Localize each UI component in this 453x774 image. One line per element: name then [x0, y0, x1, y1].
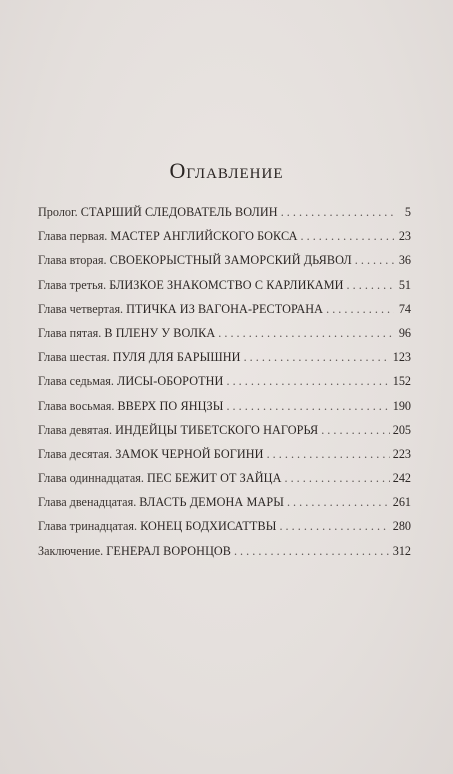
toc-entry-text: [38, 374, 223, 389]
toc-entry: [38, 471, 411, 495]
toc-entry-page: 74: [398, 301, 411, 316]
toc-leader-dots: [287, 495, 390, 510]
toc-entry-label: Глава девятая.: [38, 422, 113, 437]
toc-entry: [38, 326, 411, 350]
toc-entry-text: [38, 447, 264, 462]
toc-entry-label: Глава четвертая.: [38, 301, 124, 316]
toc-entry-page: 51: [398, 277, 411, 292]
toc-leader-dots: [218, 326, 394, 341]
toc-entry: [38, 519, 411, 543]
toc-entry-page: 5: [404, 205, 411, 219]
toc-entry: [38, 205, 411, 229]
toc-entry: [38, 302, 411, 326]
toc-entry-text: [38, 229, 298, 244]
toc-entry-page: 205: [392, 422, 411, 437]
toc-entry-text: [38, 205, 278, 220]
toc-entry-label: Глава тринадцатая.: [38, 519, 138, 534]
toc-entry-label: Глава седьмая.: [38, 374, 114, 389]
toc-entry-page: 96: [398, 325, 411, 340]
toc-entry-label: Пролог.: [38, 205, 78, 219]
toc-entry-page: 23: [398, 229, 411, 244]
toc-entry-text: [38, 544, 231, 559]
toc-entry: [38, 399, 411, 423]
toc-entry-title: МАСТЕР АНГЛИЙСКОГО БОКСА: [110, 229, 298, 244]
toc-entry-label: Глава вторая.: [38, 253, 107, 268]
toc-leader-dots: [234, 544, 390, 559]
toc-entry: [38, 350, 411, 374]
toc-entry-label: Глава шестая.: [38, 350, 110, 365]
toc-entry: [38, 495, 411, 519]
toc-entry-title: ИНДЕЙЦЫ ТИБЕТСКОГО НАГОРЬЯ: [115, 422, 319, 437]
page-title: Оглавление: [169, 158, 284, 183]
toc-leader-dots: [279, 519, 389, 534]
toc-leader-dots: [321, 423, 390, 438]
toc-leader-dots: [355, 253, 394, 268]
toc-entry-page: 261: [392, 495, 411, 510]
toc-entry-title: ВВЕРХ ПО ЯНЦЗЫ: [117, 398, 224, 413]
toc-entry-text: [38, 399, 223, 414]
toc-entry-text: [38, 471, 281, 486]
toc-leader-dots: [267, 447, 390, 462]
toc-entry-title: ЗАМОК ЧЕРНОЙ БОГИНИ: [115, 446, 264, 461]
toc-leader-dots: [226, 374, 389, 389]
toc-leader-dots: [301, 229, 395, 244]
toc-entry-text: [38, 423, 318, 438]
toc-entry-title: СТАРШИЙ СЛЕДОВАТЕЛЬ ВОЛИН: [80, 205, 278, 219]
toc-entry-text: [38, 495, 284, 510]
toc-entry: [38, 447, 411, 471]
toc-entry-page: 223: [392, 446, 411, 461]
toc-entry: [38, 253, 411, 277]
toc-entry-label: Глава десятая.: [38, 446, 113, 461]
toc-entry-title: БЛИЗКОЕ ЗНАКОМСТВО С КАРЛИКАМИ: [109, 277, 344, 292]
toc-entry-page: 280: [392, 519, 411, 534]
toc-leader-dots: [226, 399, 389, 414]
toc-entry-text: [38, 326, 215, 341]
toc-entry-text: [38, 519, 276, 534]
toc-entry-title: КОНЕЦ БОДХИСАТТВЫ: [140, 519, 277, 534]
toc-leader-dots: [347, 278, 394, 293]
toc-entry-title: В ПЛЕНУ У ВОЛКА: [104, 325, 216, 340]
toc-entry-title: ГЕНЕРАЛ ВОРОНЦОВ: [106, 543, 231, 558]
toc-entry-text: [38, 278, 344, 293]
toc-entry-label: Глава восьмая.: [38, 398, 115, 413]
toc-entry-page: 242: [392, 471, 411, 486]
toc-leader-dots: [281, 205, 394, 220]
toc-entry-label: Глава пятая.: [38, 325, 102, 340]
table-of-contents: [38, 205, 411, 568]
toc-entry: [38, 374, 411, 398]
toc-entry-title: ПТИЧКА ИЗ ВАГОНА-РЕСТОРАНА: [126, 301, 324, 316]
toc-entry-page: 312: [392, 543, 411, 558]
toc-entry-text: [38, 350, 241, 365]
toc-entry: [38, 229, 411, 253]
toc-leader-dots: [284, 471, 389, 486]
toc-entry-label: Глава третья.: [38, 277, 107, 292]
toc-entry-title: СВОЕКОРЫСТНЫЙ ЗАМОРСКИЙ ДЬЯВОЛ: [109, 253, 352, 268]
toc-entry-page: 190: [392, 398, 411, 413]
toc-entry-title: ЛИСЫ-ОБОРОТНИ: [116, 374, 224, 389]
toc-entry: [38, 278, 411, 302]
toc-entry-text: [38, 302, 323, 317]
toc-entry-label: Заключение.: [38, 543, 104, 558]
toc-entry-page: 123: [392, 350, 411, 365]
toc-entry-title: ПУЛЯ ДЛЯ БАРЫШНИ: [112, 350, 241, 365]
toc-entry-label: Глава одиннадцатая.: [38, 471, 144, 486]
toc-entry-page: 152: [392, 374, 411, 389]
toc-entry: [38, 544, 411, 568]
toc-entry-page: 36: [398, 253, 411, 268]
toc-entry-title: ВЛАСТЬ ДЕМОНА МАРЫ: [139, 495, 284, 510]
toc-leader-dots: [326, 302, 394, 317]
toc-entry-text: [38, 253, 352, 268]
toc-entry-label: Глава двенадцатая.: [38, 495, 137, 510]
toc-entry: [38, 423, 411, 447]
toc-entry-label: Глава первая.: [38, 229, 108, 244]
toc-leader-dots: [244, 350, 390, 365]
toc-entry-title: ПЕС БЕЖИТ ОТ ЗАЙЦА: [147, 471, 282, 486]
